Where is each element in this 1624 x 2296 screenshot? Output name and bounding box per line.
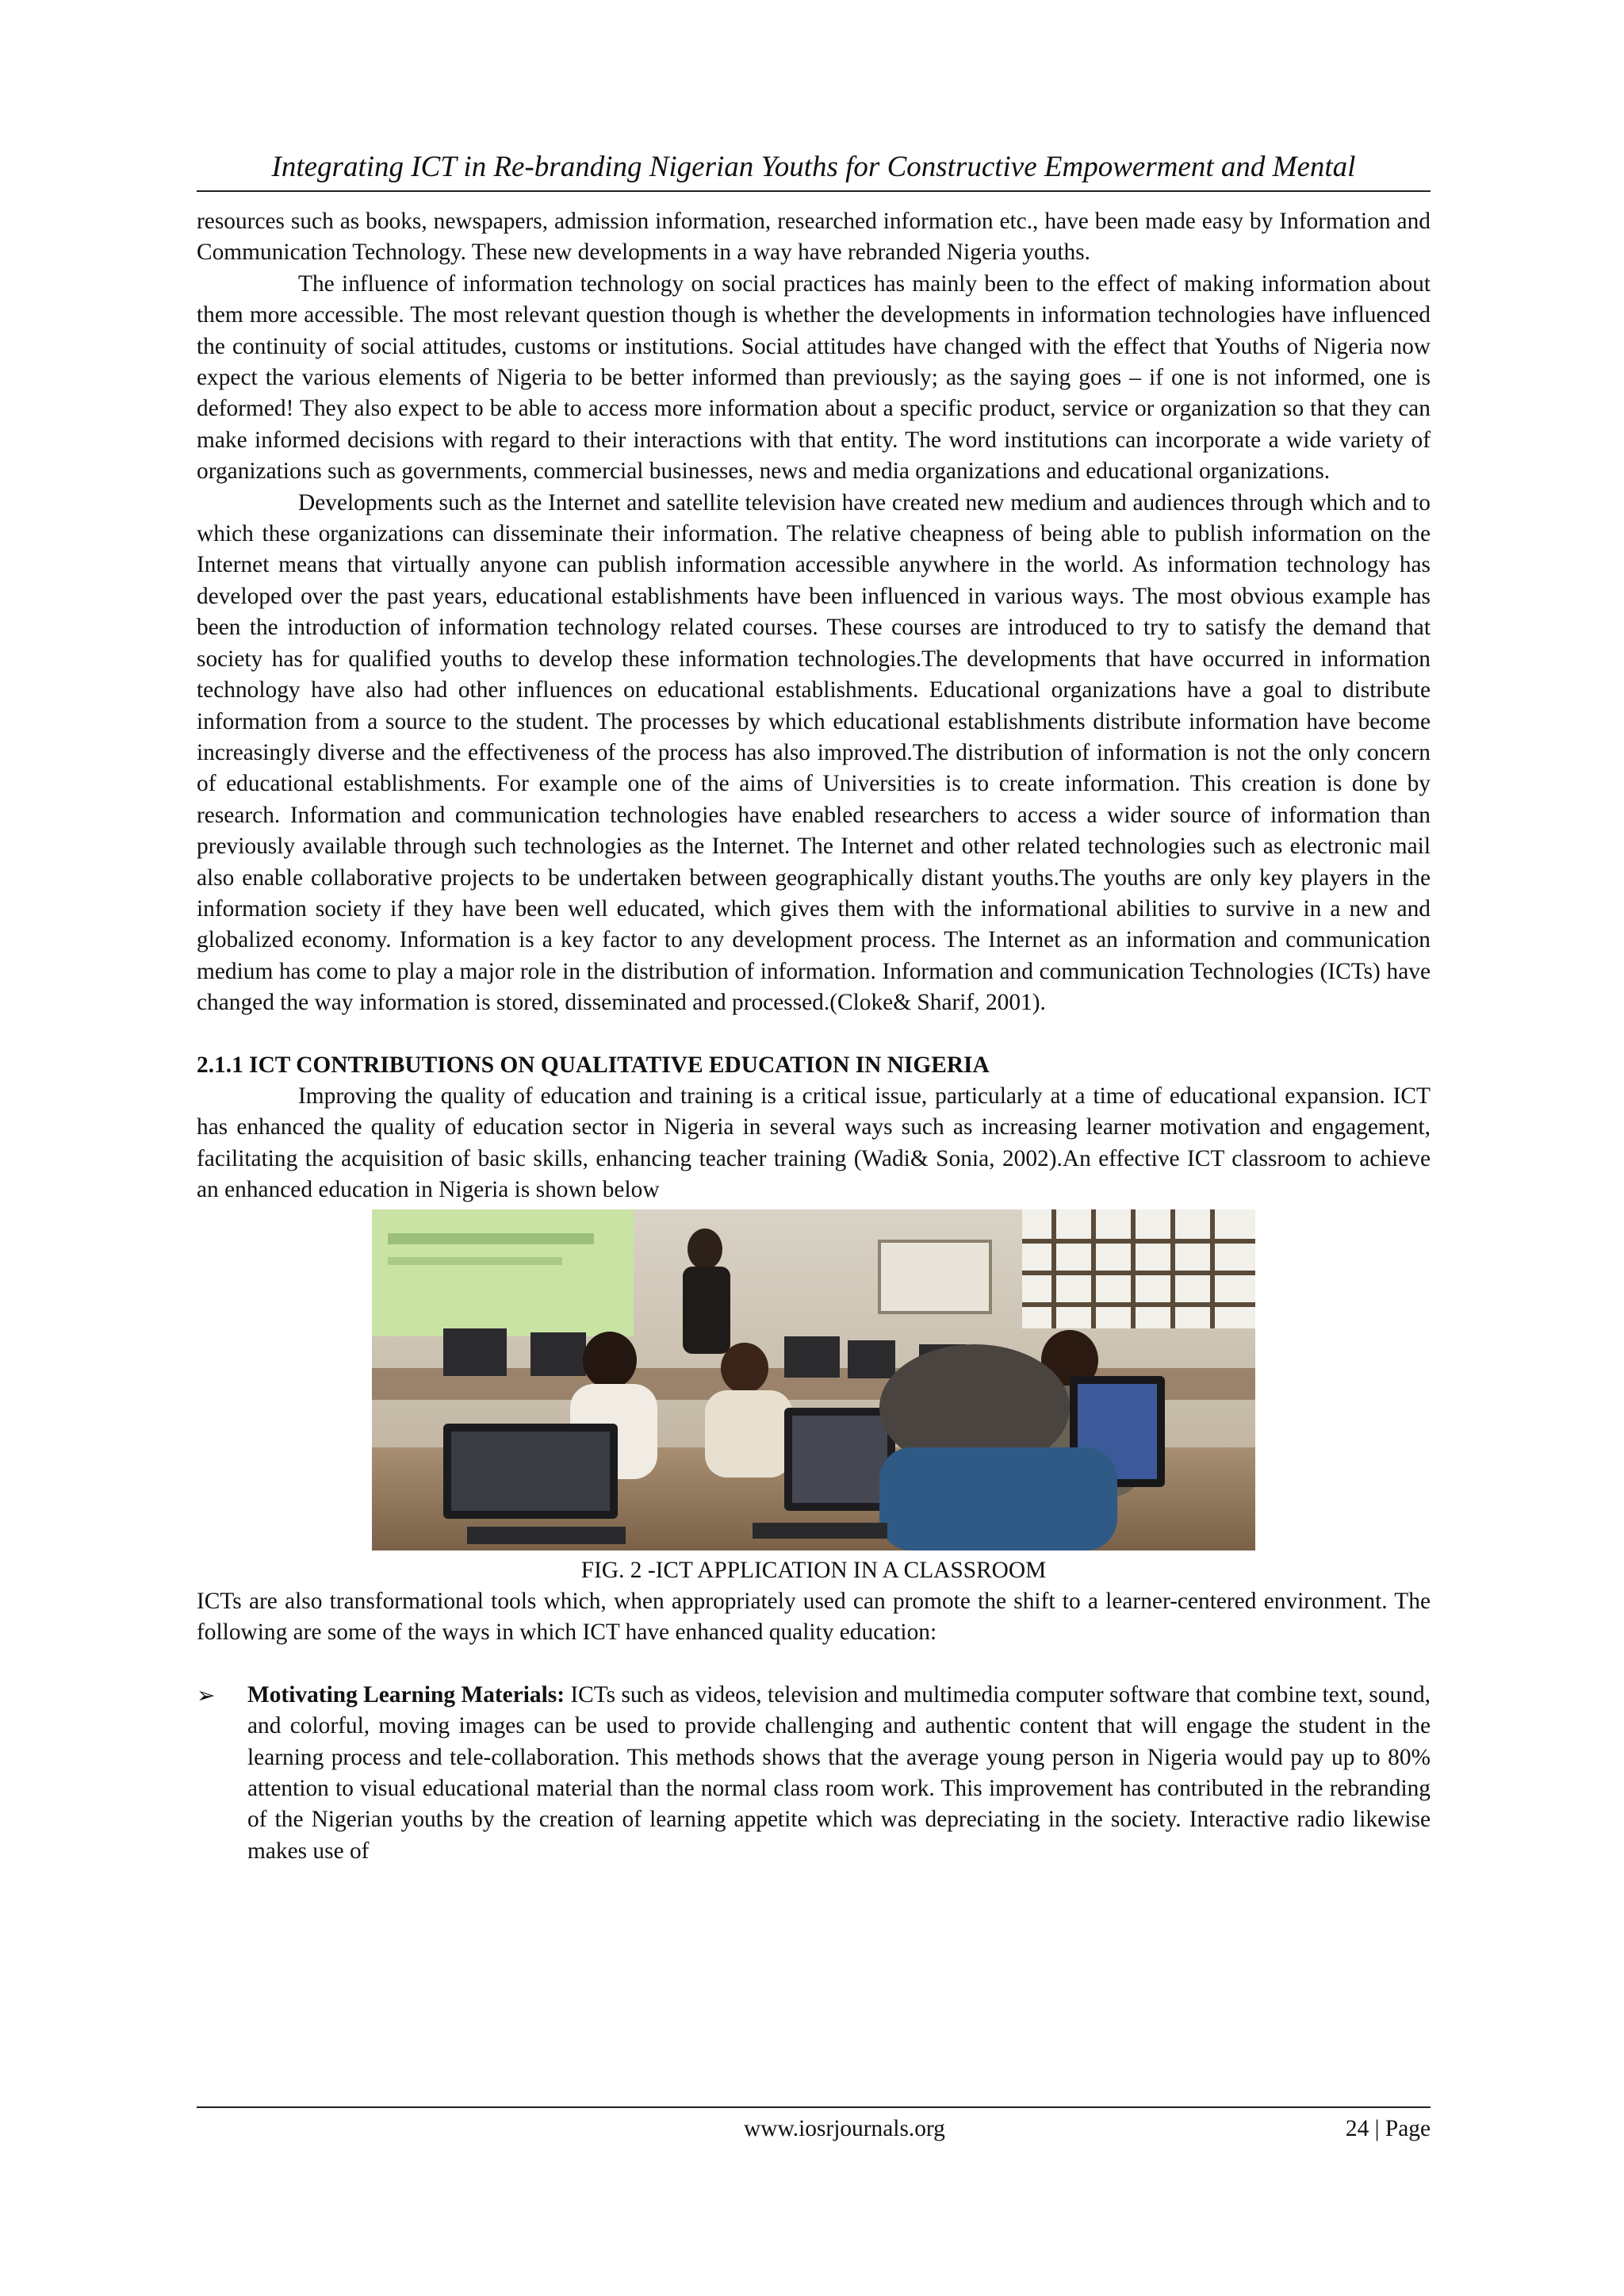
bullet-term: Motivating Learning Materials: [247,1681,565,1708]
page-footer [197,2106,1431,2148]
page-content [197,149,1431,1867]
header-rule [197,190,1431,192]
footer-rule [197,2106,1431,2108]
bullet-text: ICTs such as videos, television and multimedia computer software that combine text, sound, and colorful, moving images can be used to provide challenging and authentic content that will engage the student in the learning process and tele-collaboration. This methods shows that the average young person in Nigeria would pay up to 80% attention to visual educational material than the normal class room work. This improvement has contributed in the rebranding of the Nigerian youths by the creation of learning appetite which was depreciating in the society. Interactive radio likewise makes use of [247,1681,1431,1864]
list-item [197,1680,1431,1867]
section-heading: 2.1.1 ICT CONTRIBUTIONS ON QUALITATIVE EDUCATION IN NIGERIA [197,1052,990,1078]
paragraph-2: The influence of information technology on social practices has mainly been to the effect of making information about them more accessible. The most relevant question though is whether the developments in information technologies have influenced the continuity of social attitudes, customs or institutions. Social attitudes have changed with the effect that Youths of Nigeria now expect the various elements of Nigeria to be better informed than previously; as the saying goes – if one is not informed, one is deformed! They also expect to be able to access more information about a specific product, service or organization so that they can make informed decisions with regard to their interactions with that entity. The word institutions can incorporate a wide variety of organizations such as governments, commercial businesses, news and media organizations and educational organizations. [197,270,1431,485]
figure-caption: FIG. 2 -ICT APPLICATION IN A CLASSROOM [580,1557,1047,1583]
arrow-bullet-icon: ➢ [197,1681,216,1708]
section-intro: Improving the quality of education and training is a critical issue, particularly at a time of educational expansion. ICT has enhanced the quality of education sector in Nigeria in several ways such as increasing learner motivation and engagement, facilitating the acquisition of basic skills, enhancing teacher training (Wadi& Sonia, 2002).An effective ICT classroom to achieve an enhanced education in Nigeria is shown below [197,1083,1431,1203]
figure-2 [197,1209,1431,1586]
after-figure-text: ICTs are also transformational tools which, when appropriately used can promote the shift to a learner-centered environment. The following are some of the ways in which ICT have enhanced quality education: [197,1589,1431,1646]
running-head: Integrating ICT in Re-branding Nigerian Youths for Constructive Empowerment and Mental [271,151,1356,183]
footer-url: www.iosrjournals.org [744,2116,945,2141]
classroom-photo [372,1209,1255,1550]
bullet-list [197,1680,1431,1867]
paragraph-1: resources such as books, newspapers, admission information, researched information etc., have been made easy by Information and Communication Technology. These new developments in a way have rebranded Nigeria youths. [197,209,1431,266]
page-number: 24 | Page [1345,2116,1431,2141]
paragraph-3: Developments such as the Internet and satellite television have created new medium and audiences through which and to which these organizations can disseminate their information. The relative cheapness of being able to publish information on the Internet means that virtually anyone can publish information accessible anywhere in the world. As information technology has developed over the past years, educational establishments have been influenced in various ways. The most obvious example has been the introduction of information technology related courses. These courses are introduced to try to satisfy the demand that society has for qualified youths to develop these information technologies.The developments that have occurred in information technology have also had other influences on educational establishments. Educational organizations have a goal to distribute information from a source to the student. The processes by which educational establishments distribute information have become increasingly diverse and the effectiveness of the process has also improved.The distribution of information is not the only concern of educational establishments. For example one of the aims of Universities is to create information. This creation is done by research. Information and communication technologies have enabled researchers to access a wider source of information than previously available through such technologies as the Internet. The Internet and other related technologies such as electronic mail also enable collaborative projects to be undertaken between geographically distant youths.The youths are only key players in the information society if they have been well educated, which gives them with the informational abilities to survive in a new and globalized economy. Information is a key factor to any development process. The Internet as an information and communication medium has come to play a major role in the distribution of information. Information and communication Technologies (ICTs) have changed the way information is stored, disseminated and processed.(Cloke& Sharif, 2001). [197,489,1431,1016]
